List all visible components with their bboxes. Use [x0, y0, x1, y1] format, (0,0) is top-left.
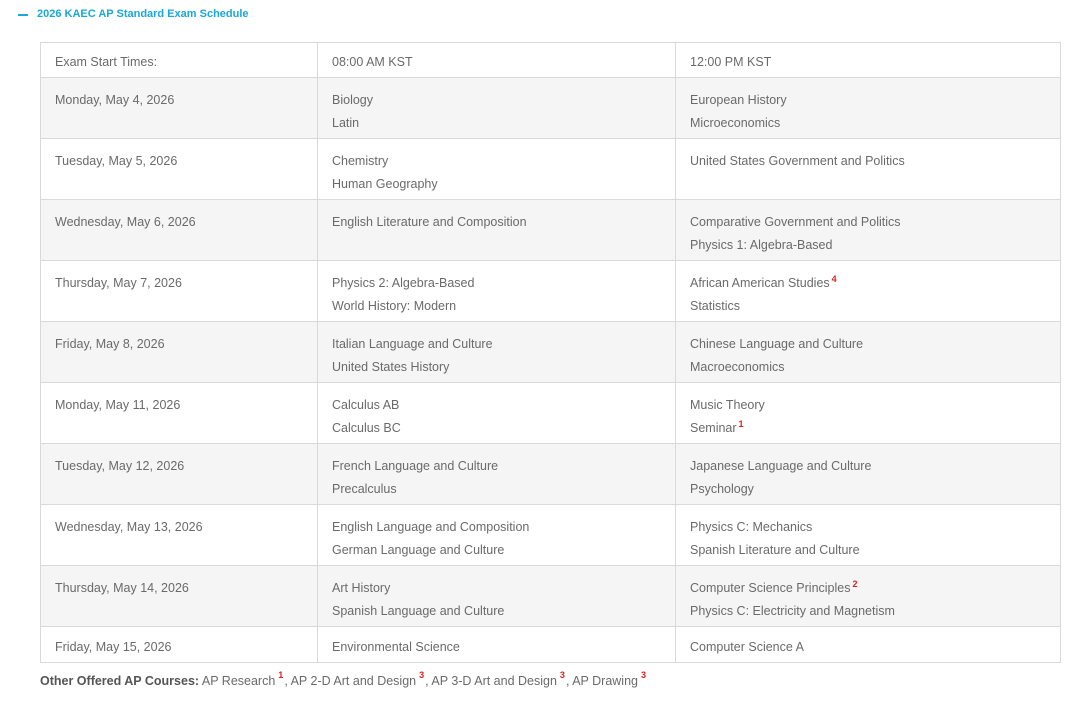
afternoon-exams-cell	[676, 139, 1061, 200]
date-cell: Friday, May 8, 2026	[41, 322, 318, 383]
table-row	[41, 383, 1061, 444]
other-course-name: AP 3-D Art and Design	[431, 674, 557, 688]
footnote-marker: 2	[852, 579, 858, 589]
exam-entry	[332, 417, 661, 440]
morning-exams-cell	[318, 566, 676, 627]
exam-entry	[332, 211, 661, 234]
footnote-marker: 1	[738, 419, 744, 429]
date-cell: Tuesday, May 5, 2026	[41, 139, 318, 200]
exam-entry	[332, 478, 661, 501]
morning-exams-cell	[318, 261, 676, 322]
exam-entry	[690, 295, 1046, 318]
header-cell-afternoon: 12:00 PM KST	[676, 43, 1061, 78]
exam-entry	[332, 539, 661, 562]
exam-name: Chemistry	[332, 154, 389, 168]
exam-name: United States Government and Politics	[690, 154, 905, 168]
exam-entry	[332, 89, 661, 112]
afternoon-exams-cell	[676, 444, 1061, 505]
table-row	[41, 78, 1061, 139]
table-row	[41, 566, 1061, 627]
exam-name: Physics C: Mechanics	[690, 520, 813, 534]
exam-entry	[690, 333, 1046, 356]
table-row	[41, 139, 1061, 200]
afternoon-exams-cell	[676, 261, 1061, 322]
footnote-marker: 3	[640, 670, 646, 680]
morning-exams-cell	[318, 200, 676, 261]
exam-entry	[690, 636, 1046, 659]
table-row	[41, 505, 1061, 566]
afternoon-exams-cell	[676, 200, 1061, 261]
exam-name: Physics 2: Algebra-Based	[332, 276, 475, 290]
exam-entry	[690, 417, 1046, 440]
exam-entry	[690, 356, 1046, 379]
exam-entry	[332, 333, 661, 356]
exam-entry	[332, 150, 661, 173]
exam-name: Statistics	[690, 299, 741, 313]
morning-exams-cell	[318, 627, 676, 663]
date-cell: Tuesday, May 12, 2026	[41, 444, 318, 505]
date-cell: Friday, May 15, 2026	[41, 627, 318, 663]
footnote-marker: 3	[419, 670, 425, 680]
morning-exams-cell	[318, 505, 676, 566]
exam-entry	[690, 455, 1046, 478]
exam-name: United States History	[332, 360, 450, 374]
morning-exams-cell	[318, 383, 676, 444]
minus-icon[interactable]	[18, 14, 28, 16]
date-cell: Wednesday, May 13, 2026	[41, 505, 318, 566]
exam-name: Art History	[332, 581, 391, 595]
exam-entry	[690, 577, 1046, 600]
exam-entry	[332, 455, 661, 478]
exam-name: Italian Language and Culture	[332, 337, 493, 351]
exam-entry	[332, 577, 661, 600]
exam-name: Spanish Literature and Culture	[690, 543, 860, 557]
morning-exams-cell	[318, 78, 676, 139]
exam-entry	[332, 600, 661, 623]
exam-entry	[332, 112, 661, 135]
exam-schedule-table	[40, 42, 1061, 663]
exam-entry	[690, 272, 1046, 295]
schedule-body	[41, 43, 1061, 663]
afternoon-exams-cell	[676, 627, 1061, 663]
exam-name: English Language and Composition	[332, 520, 530, 534]
exam-name: World History: Modern	[332, 299, 457, 313]
afternoon-exams-cell	[676, 78, 1061, 139]
table-header-row	[41, 43, 1061, 78]
footnote-marker: 4	[831, 274, 837, 284]
exam-name: Computer Science A	[690, 640, 804, 654]
table-row	[41, 322, 1061, 383]
exam-entry	[690, 600, 1046, 623]
exam-name: Spanish Language and Culture	[332, 604, 505, 618]
exam-entry	[690, 516, 1046, 539]
table-row	[41, 200, 1061, 261]
exam-entry	[690, 394, 1046, 417]
table-row	[41, 444, 1061, 505]
exam-entry	[690, 234, 1046, 257]
exam-entry	[332, 295, 661, 318]
exam-name: Music Theory	[690, 398, 765, 412]
exam-name: Physics C: Electricity and Magnetism	[690, 604, 895, 618]
date-cell: Thursday, May 7, 2026	[41, 261, 318, 322]
exam-name: Calculus AB	[332, 398, 400, 412]
footnote-marker: 3	[559, 670, 565, 680]
exam-name: German Language and Culture	[332, 543, 505, 557]
exam-name: Precalculus	[332, 482, 397, 496]
exam-name: Comparative Government and Politics	[690, 215, 901, 229]
accordion-toggle[interactable]	[18, 0, 249, 28]
exam-entry	[690, 112, 1046, 135]
other-course-name: AP 2-D Art and Design	[290, 674, 417, 688]
exam-entry	[332, 173, 661, 196]
other-course-name: AP Drawing	[572, 674, 638, 688]
exam-entry	[332, 636, 661, 659]
table-row	[41, 627, 1061, 663]
exam-name: Computer Science Principles	[690, 581, 851, 595]
exam-name: European History	[690, 93, 787, 107]
exam-name: Biology	[332, 93, 373, 107]
afternoon-exams-cell	[676, 322, 1061, 383]
other-courses-label: Other Offered AP Courses:	[40, 674, 200, 688]
exam-name: Human Geography	[332, 177, 438, 191]
table-row	[41, 261, 1061, 322]
exam-name: Macroeconomics	[690, 360, 785, 374]
morning-exams-cell	[318, 139, 676, 200]
other-courses-note	[40, 670, 647, 688]
exam-name: Latin	[332, 116, 360, 130]
exam-entry	[332, 394, 661, 417]
exam-name: Japanese Language and Culture	[690, 459, 872, 473]
header-cell-morning: 08:00 AM KST	[318, 43, 676, 78]
exam-name: Psychology	[690, 482, 754, 496]
footnote-marker: 1	[278, 670, 284, 680]
exam-name: Physics 1: Algebra-Based	[690, 238, 833, 252]
afternoon-exams-cell	[676, 383, 1061, 444]
exam-name: Chinese Language and Culture	[690, 337, 864, 351]
other-course-name: AP Research	[201, 674, 276, 688]
exam-entry	[690, 150, 1046, 173]
afternoon-exams-cell	[676, 566, 1061, 627]
date-cell: Monday, May 4, 2026	[41, 78, 318, 139]
morning-exams-cell	[318, 444, 676, 505]
other-courses-list: AP Research $^1$, AP 2-D Art and Design $^3$, AP 3-D Art and Design $^3$, AP Drawing $^3$	[201, 670, 646, 688]
exam-name: English Literature and Composition	[332, 215, 527, 229]
header-cell-label: Exam Start Times:	[41, 43, 318, 78]
exam-entry	[332, 356, 661, 379]
exam-entry	[690, 539, 1046, 562]
date-cell: Monday, May 11, 2026	[41, 383, 318, 444]
exam-name: French Language and Culture	[332, 459, 499, 473]
exam-entry	[332, 516, 661, 539]
exam-name: African American Studies	[690, 276, 830, 290]
accordion-title[interactable]: 2026 KAEC AP Standard Exam Schedule	[37, 8, 249, 20]
afternoon-exams-cell	[676, 505, 1061, 566]
exam-entry	[332, 272, 661, 295]
exam-entry	[690, 478, 1046, 501]
date-cell: Thursday, May 14, 2026	[41, 566, 318, 627]
date-cell: Wednesday, May 6, 2026	[41, 200, 318, 261]
exam-name: Seminar	[690, 421, 737, 435]
morning-exams-cell	[318, 322, 676, 383]
exam-entry	[690, 89, 1046, 112]
exam-name: Calculus BC	[332, 421, 401, 435]
exam-name: Microeconomics	[690, 116, 781, 130]
exam-entry	[690, 211, 1046, 234]
exam-name: Environmental Science	[332, 640, 460, 654]
